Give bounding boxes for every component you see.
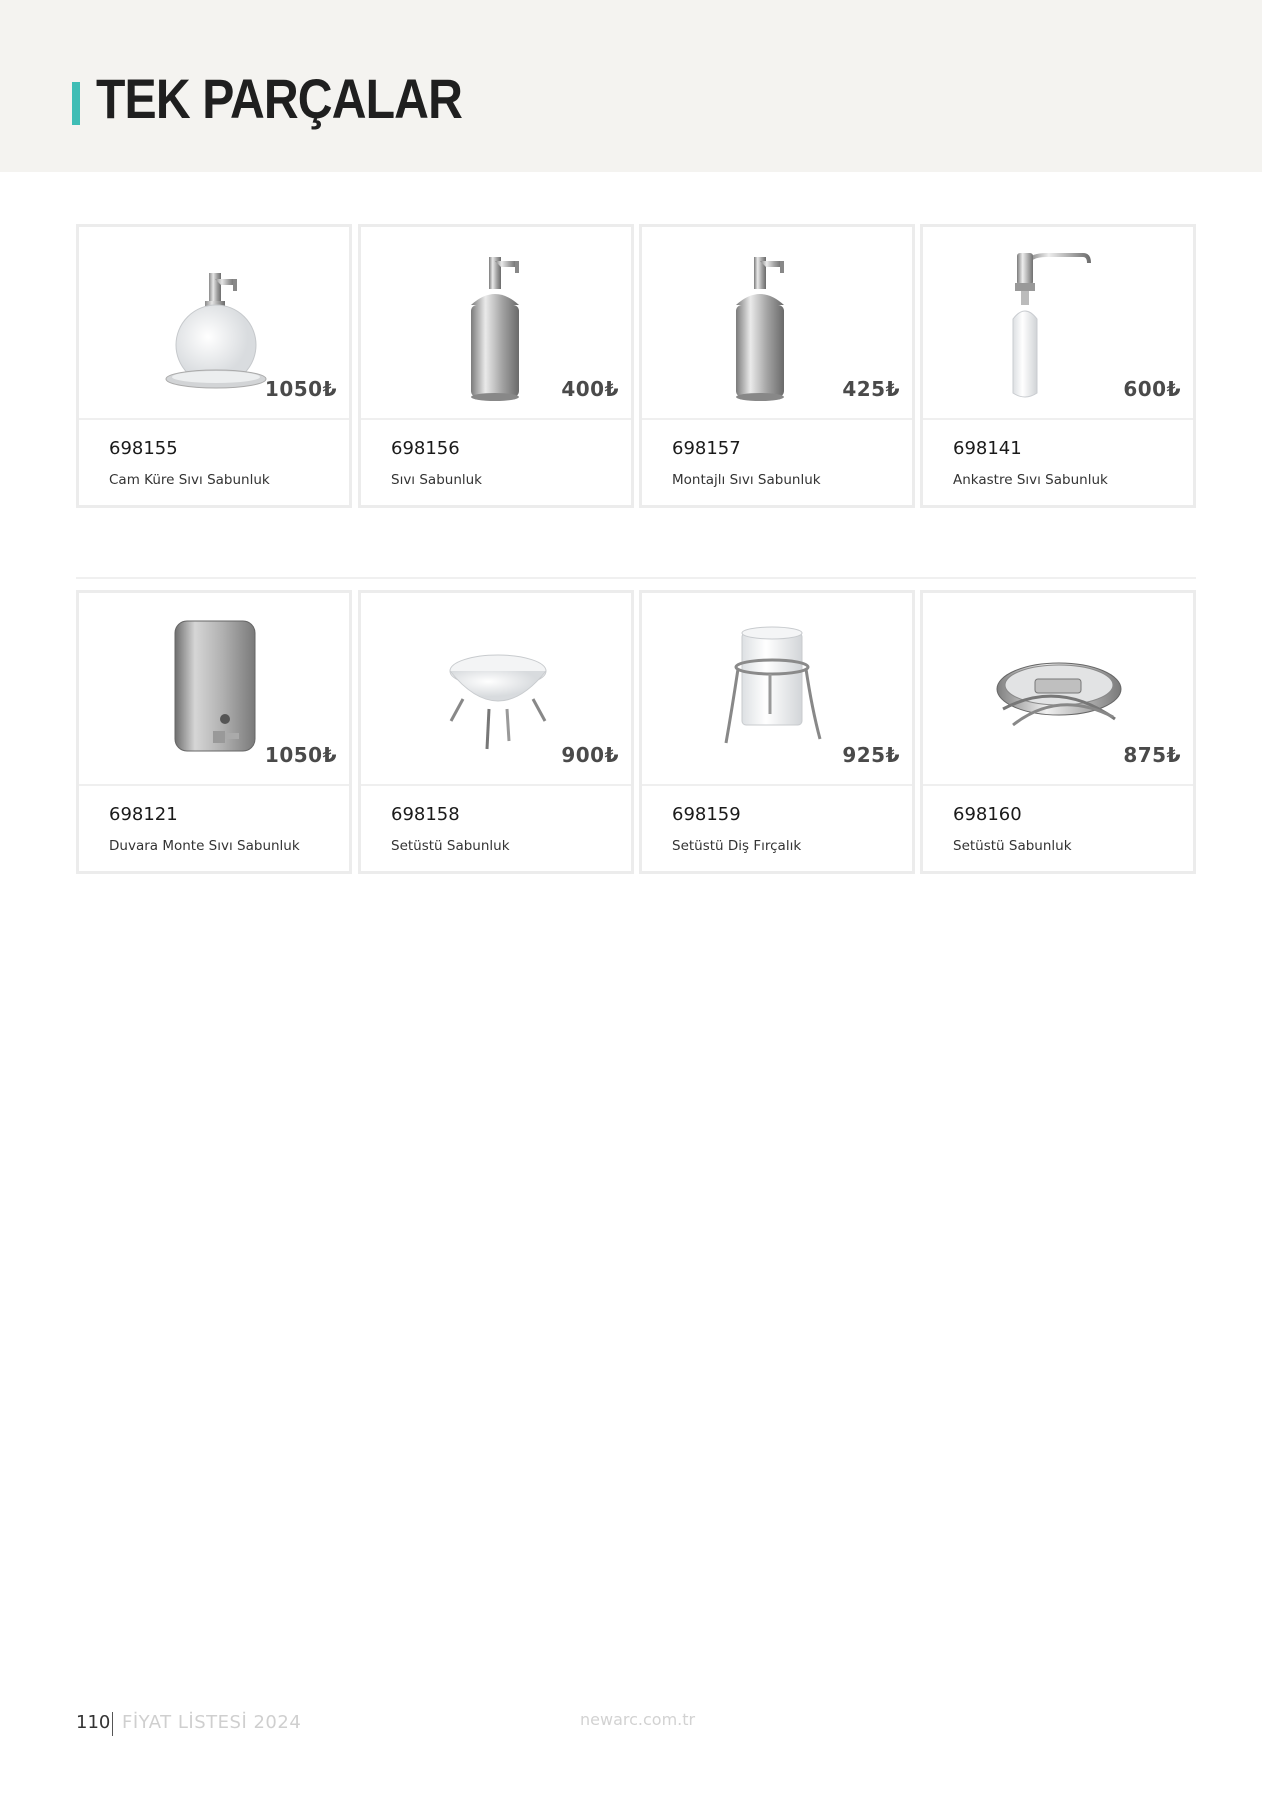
product-price: 600₺ bbox=[1123, 377, 1181, 401]
product-code: 698159 bbox=[672, 804, 741, 825]
product-price: 1050₺ bbox=[264, 377, 337, 401]
product-price: 875₺ bbox=[1123, 743, 1181, 767]
product-price: 900₺ bbox=[561, 743, 619, 767]
product-description: Setüstü Sabunluk bbox=[391, 838, 510, 854]
catalog-label: FİYAT LİSTESİ 2024 bbox=[122, 1712, 302, 1733]
title-accent-bar bbox=[72, 82, 80, 125]
product-card[interactable] bbox=[358, 224, 634, 508]
product-code: 698156 bbox=[391, 438, 460, 459]
page-title: TEK PARÇALAR bbox=[96, 67, 463, 130]
product-description: Duvara Monte Sıvı Sabunluk bbox=[109, 838, 300, 854]
product-description: Montajlı Sıvı Sabunluk bbox=[672, 472, 821, 488]
product-code: 698158 bbox=[391, 804, 460, 825]
product-card[interactable] bbox=[358, 590, 634, 874]
product-code: 698157 bbox=[672, 438, 741, 459]
product-price: 425₺ bbox=[842, 377, 900, 401]
product-description: Setüstü Sabunluk bbox=[953, 838, 1072, 854]
product-description: Cam Küre Sıvı Sabunluk bbox=[109, 472, 270, 488]
website-link[interactable]: newarc.com.tr bbox=[580, 1710, 696, 1729]
product-price: 400₺ bbox=[561, 377, 619, 401]
product-code: 698141 bbox=[953, 438, 1022, 459]
product-description: Ankastre Sıvı Sabunluk bbox=[953, 472, 1108, 488]
product-description: Sıvı Sabunluk bbox=[391, 472, 482, 488]
product-code: 698160 bbox=[953, 804, 1022, 825]
product-card[interactable] bbox=[920, 590, 1196, 874]
row-divider bbox=[76, 577, 1196, 579]
product-card[interactable] bbox=[639, 590, 915, 874]
product-description: Setüstü Diş Fırçalık bbox=[672, 838, 802, 854]
product-code: 698155 bbox=[109, 438, 178, 459]
product-card[interactable] bbox=[76, 224, 352, 508]
product-card[interactable] bbox=[639, 224, 915, 508]
product-code: 698121 bbox=[109, 804, 178, 825]
product-price: 1050₺ bbox=[264, 743, 337, 767]
product-card[interactable] bbox=[920, 224, 1196, 508]
product-card[interactable] bbox=[76, 590, 352, 874]
footer-divider bbox=[112, 1712, 113, 1736]
page-number: 110 bbox=[76, 1712, 111, 1733]
product-price: 925₺ bbox=[842, 743, 900, 767]
